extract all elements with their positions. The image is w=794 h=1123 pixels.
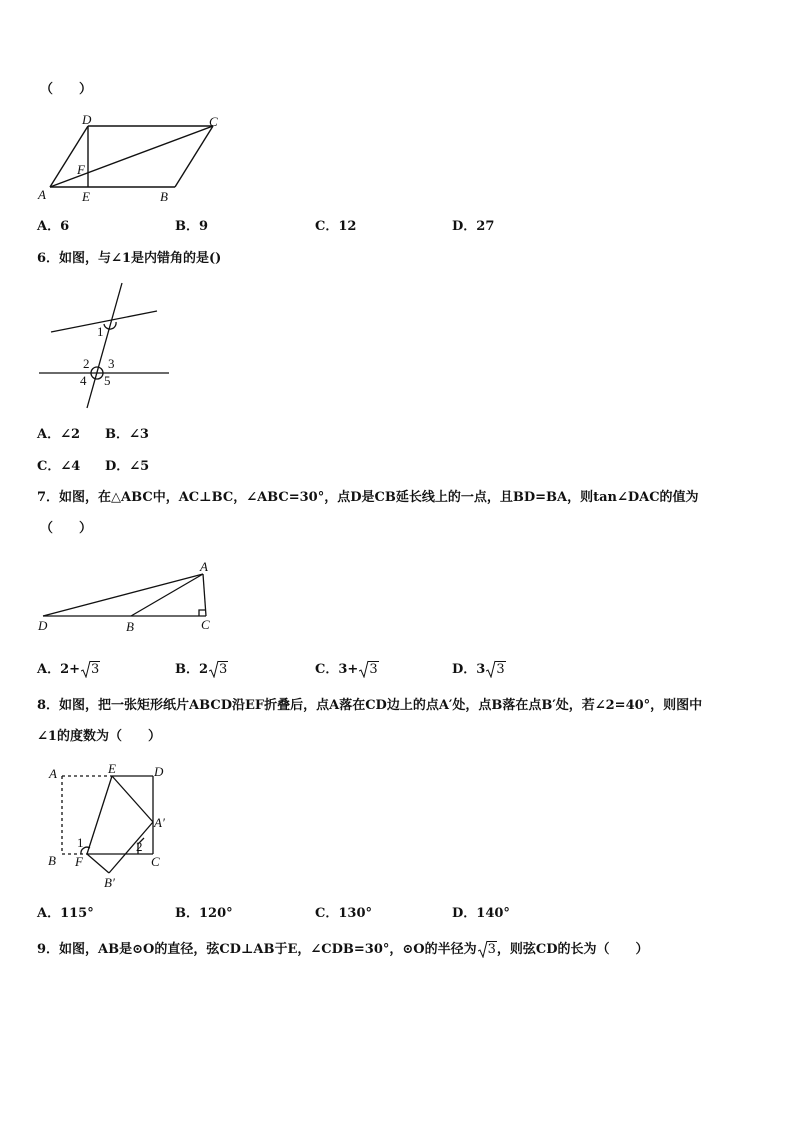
q8-edge-a2b2 (109, 822, 153, 873)
q7-answer-paren: （ ） (40, 521, 93, 536)
q8-stem-line1: 8．如图，把一张矩形纸片ABCD沿EF折叠后，点A落在CD边上的点A′处，点B落在点B′处，若∠2=40°，则图中 (37, 698, 703, 713)
q6-stem: 6．如图，与∠1是内错角的是() (37, 251, 222, 266)
q8-label-c: C (151, 854, 160, 869)
q8-option-c: C．130° (315, 906, 372, 921)
q8-fold-line-ef (87, 776, 112, 854)
q6-angles-figure (35, 280, 175, 419)
q7-right-angle-mark (199, 610, 205, 616)
sqrt-sign: 3 (81, 662, 100, 678)
q6-transversal (87, 283, 122, 408)
q8-label-2: 2 (136, 839, 143, 854)
q5-diagonal-ac (50, 126, 213, 187)
q6-label-4: 4 (80, 373, 87, 388)
q6-option-c: C．∠4 (37, 459, 81, 474)
q5-side-ad (50, 126, 88, 187)
q5-answer-paren: （ ） (40, 82, 93, 97)
q7-option-d: D．3 3 (452, 662, 505, 677)
q8-label-b: B (48, 853, 56, 868)
q6-label-5: 5 (104, 373, 111, 388)
q8-option-b: B．120° (175, 906, 233, 921)
q5-label-d: D (82, 112, 92, 127)
sqrt-sign: 3 (209, 662, 228, 678)
q7-label-c: C (201, 617, 210, 632)
sqrt-sign: 3 (478, 942, 497, 958)
sqrt-sign: 3 (359, 662, 378, 678)
q5-side-bc (175, 126, 213, 187)
q5-label-e: E (82, 189, 90, 204)
q8-option-a: A．115° (37, 906, 94, 921)
q5-option-c: C．12 (315, 219, 357, 234)
q8-label-b-prime: B′ (104, 875, 115, 890)
q5-option-d: D．27 (452, 219, 495, 234)
q6-upper-line (51, 311, 157, 332)
q7-line-ba (131, 574, 203, 616)
q6-label-3: 3 (108, 356, 115, 371)
q5-option-a: A．6 (37, 219, 70, 234)
q8-label-a: A (49, 766, 57, 781)
q7-line-da (43, 574, 203, 616)
q6-label-2: 2 (83, 356, 90, 371)
q8-folding-figure (40, 760, 180, 894)
q8-label-d: D (154, 764, 164, 779)
q8-option-d: D．140° (452, 906, 510, 921)
q7-option-c: C．3+ 3 (315, 662, 378, 677)
q7-option-b: B．2 3 (175, 662, 228, 677)
sqrt-sign: 3 (486, 662, 505, 678)
q7-label-d: D (38, 618, 48, 633)
q6-option-d: D．∠5 (105, 459, 150, 474)
q6-option-a: A．∠2 (37, 427, 81, 442)
q8-label-e: E (108, 761, 116, 776)
q5-label-b: B (160, 189, 168, 204)
q7-label-a: A (200, 559, 208, 574)
q6-label-1: 1 (97, 324, 104, 339)
q7-label-b: B (126, 619, 134, 634)
q8-edge-fb2 (87, 854, 109, 873)
q8-label-a-prime: A′ (154, 815, 165, 830)
q7-triangle-figure (30, 558, 230, 642)
q7-option-a: A．2+ 3 (37, 662, 100, 677)
q8-edge-ea2 (112, 776, 153, 822)
q8-label-1: 1 (77, 835, 84, 850)
q5-option-b: B．9 (175, 219, 209, 234)
q5-parallelogram-figure (30, 110, 230, 214)
q7-stem: 7．如图，在△ABC中，AC⊥BC，∠ABC=30°，点D是CB延长线上的一点，且BD=BA，则tan∠DAC的值为 (37, 490, 699, 505)
q5-label-c: C (209, 114, 218, 129)
q8-stem-line2: ∠1的度数为（ ） (37, 729, 161, 744)
q9-stem: 9．如图，AB是⊙O的直径，弦CD⊥AB于E，∠CDB=30°，⊙O的半径为 3，则弦CD的长为（ ） (37, 942, 649, 957)
q5-label-f: F (77, 162, 85, 177)
q8-label-f: F (75, 854, 83, 869)
q5-label-a: A (38, 187, 46, 202)
q6-option-b: B．∠3 (105, 427, 149, 442)
